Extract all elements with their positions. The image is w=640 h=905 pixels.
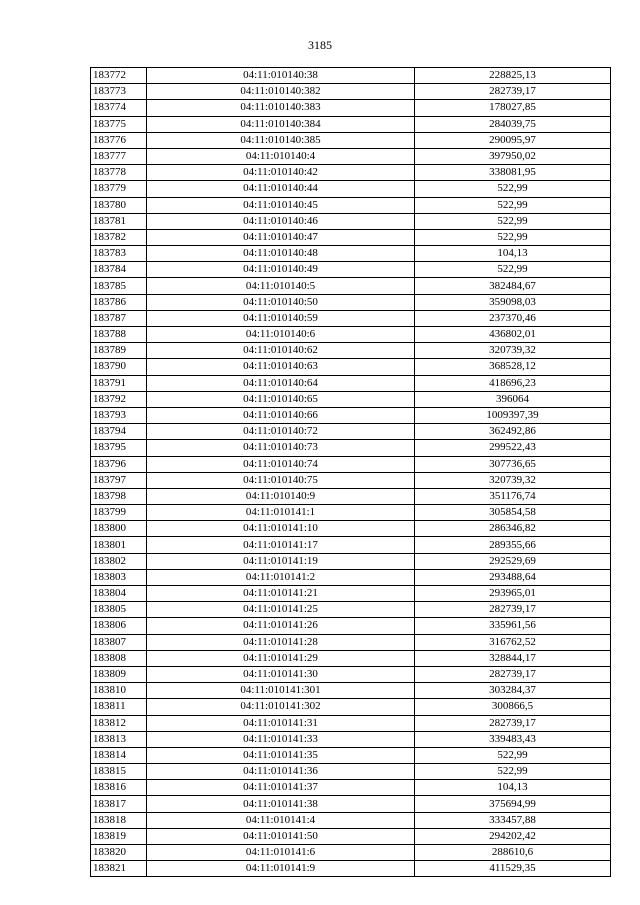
row-number-cell: 183778	[91, 165, 147, 181]
cadastral-number-cell: 04:11:010140:47	[147, 229, 415, 245]
table-row	[91, 618, 611, 634]
cadastral-number-cell: 04:11:010141:36	[147, 764, 415, 780]
cadastral-value-cell: 368528,12	[415, 359, 611, 375]
cadastral-value-cell: 522,99	[415, 213, 611, 229]
cadastral-value-cell: 282739,17	[415, 715, 611, 731]
cadastral-value-cell: 288610,6	[415, 845, 611, 861]
cadastral-number-cell: 04:11:010140:72	[147, 424, 415, 440]
table-row	[91, 391, 611, 407]
cadastral-value-cell: 282739,17	[415, 666, 611, 682]
cadastral-number-cell: 04:11:010141:26	[147, 618, 415, 634]
cadastral-number-cell: 04:11:010140:63	[147, 359, 415, 375]
table-row	[91, 634, 611, 650]
row-number-cell: 183776	[91, 132, 147, 148]
cadastral-value-cell: 335961,56	[415, 618, 611, 634]
table-row	[91, 327, 611, 343]
cadastral-number-cell: 04:11:010140:385	[147, 132, 415, 148]
cadastral-number-cell: 04:11:010140:49	[147, 262, 415, 278]
table-row	[91, 602, 611, 618]
cadastral-value-cell: 299522,43	[415, 440, 611, 456]
table-row	[91, 440, 611, 456]
cadastral-number-cell: 04:11:010140:74	[147, 456, 415, 472]
row-number-cell: 183800	[91, 521, 147, 537]
row-number-cell: 183804	[91, 586, 147, 602]
cadastral-number-cell: 04:11:010140:50	[147, 294, 415, 310]
cadastral-value-cell: 375694,99	[415, 796, 611, 812]
cadastral-number-cell: 04:11:010140:6	[147, 327, 415, 343]
row-number-cell: 183783	[91, 246, 147, 262]
row-number-cell: 183787	[91, 310, 147, 326]
table-row	[91, 181, 611, 197]
cadastral-number-cell: 04:11:010141:25	[147, 602, 415, 618]
cadastral-value-cell: 328844,17	[415, 650, 611, 666]
cadastral-value-cell: 286346,82	[415, 521, 611, 537]
cadastral-number-cell: 04:11:010141:9	[147, 861, 415, 877]
table-row	[91, 586, 611, 602]
row-number-cell: 183795	[91, 440, 147, 456]
table-row	[91, 715, 611, 731]
row-number-cell: 183813	[91, 731, 147, 747]
cadastral-value-cell: 237370,46	[415, 310, 611, 326]
cadastral-number-cell: 04:11:010140:44	[147, 181, 415, 197]
cadastral-value-cell: 307736,65	[415, 456, 611, 472]
row-number-cell: 183775	[91, 116, 147, 132]
table-row	[91, 407, 611, 423]
table-row	[91, 165, 611, 181]
table-row	[91, 456, 611, 472]
table-row	[91, 650, 611, 666]
cadastral-value-cell: 522,99	[415, 197, 611, 213]
row-number-cell: 183793	[91, 407, 147, 423]
cadastral-value-cell: 104,13	[415, 246, 611, 262]
table-row	[91, 310, 611, 326]
row-number-cell: 183814	[91, 747, 147, 763]
row-number-cell: 183797	[91, 472, 147, 488]
cadastral-value-cell: 411529,35	[415, 861, 611, 877]
table-body	[91, 68, 611, 877]
cadastral-value-cell: 282739,17	[415, 602, 611, 618]
table-row	[91, 488, 611, 504]
table-row	[91, 796, 611, 812]
cadastral-number-cell: 04:11:010141:35	[147, 747, 415, 763]
row-number-cell: 183821	[91, 861, 147, 877]
cadastral-value-cell: 282739,17	[415, 84, 611, 100]
table-row	[91, 861, 611, 877]
table-row	[91, 343, 611, 359]
row-number-cell: 183782	[91, 229, 147, 245]
row-number-cell: 183792	[91, 391, 147, 407]
page-number: 3185	[308, 38, 332, 52]
cadastral-value-cell: 303284,37	[415, 683, 611, 699]
row-number-cell: 183788	[91, 327, 147, 343]
cadastral-number-cell: 04:11:010140:42	[147, 165, 415, 181]
table-row	[91, 812, 611, 828]
row-number-cell: 183786	[91, 294, 147, 310]
cadastral-value-cell: 289355,66	[415, 537, 611, 553]
table-row	[91, 699, 611, 715]
cadastral-value-cell: 338081,95	[415, 165, 611, 181]
table-row	[91, 84, 611, 100]
cadastral-number-cell: 04:11:010141:29	[147, 650, 415, 666]
cadastral-number-cell: 04:11:010140:382	[147, 84, 415, 100]
table-row	[91, 116, 611, 132]
row-number-cell: 183798	[91, 488, 147, 504]
cadastral-number-cell: 04:11:010140:9	[147, 488, 415, 504]
row-number-cell: 183801	[91, 537, 147, 553]
cadastral-number-cell: 04:11:010140:4	[147, 148, 415, 164]
cadastral-number-cell: 04:11:010141:302	[147, 699, 415, 715]
row-number-cell: 183820	[91, 845, 147, 861]
cadastral-value-cell: 359098,03	[415, 294, 611, 310]
cadastral-number-cell: 04:11:010141:1	[147, 505, 415, 521]
table-row	[91, 472, 611, 488]
cadastral-value-table	[90, 67, 611, 877]
row-number-cell: 183774	[91, 100, 147, 116]
cadastral-number-cell: 04:11:010141:38	[147, 796, 415, 812]
cadastral-number-cell: 04:11:010141:33	[147, 731, 415, 747]
cadastral-value-cell: 178027,85	[415, 100, 611, 116]
table-row	[91, 537, 611, 553]
row-number-cell: 183818	[91, 812, 147, 828]
row-number-cell: 183779	[91, 181, 147, 197]
table-row	[91, 68, 611, 84]
cadastral-value-cell: 351176,74	[415, 488, 611, 504]
cadastral-number-cell: 04:11:010140:66	[147, 407, 415, 423]
table-row	[91, 521, 611, 537]
cadastral-number-cell: 04:11:010140:48	[147, 246, 415, 262]
row-number-cell: 183803	[91, 569, 147, 585]
table-row	[91, 246, 611, 262]
row-number-cell: 183815	[91, 764, 147, 780]
cadastral-number-cell: 04:11:010140:65	[147, 391, 415, 407]
row-number-cell: 183810	[91, 683, 147, 699]
row-number-cell: 183807	[91, 634, 147, 650]
cadastral-number-cell: 04:11:010141:301	[147, 683, 415, 699]
row-number-cell: 183802	[91, 553, 147, 569]
cadastral-value-cell: 522,99	[415, 764, 611, 780]
cadastral-value-cell: 300866,5	[415, 699, 611, 715]
table-row	[91, 569, 611, 585]
cadastral-number-cell: 04:11:010141:37	[147, 780, 415, 796]
cadastral-number-cell: 04:11:010141:17	[147, 537, 415, 553]
table-row	[91, 683, 611, 699]
cadastral-value-cell: 522,99	[415, 229, 611, 245]
row-number-cell: 183808	[91, 650, 147, 666]
row-number-cell: 183781	[91, 213, 147, 229]
table-row	[91, 359, 611, 375]
cadastral-value-cell: 320739,32	[415, 343, 611, 359]
row-number-cell: 183819	[91, 828, 147, 844]
row-number-cell: 183794	[91, 424, 147, 440]
table-row	[91, 213, 611, 229]
cadastral-value-cell: 228825,13	[415, 68, 611, 84]
row-number-cell: 183790	[91, 359, 147, 375]
table-row	[91, 148, 611, 164]
cadastral-number-cell: 04:11:010141:30	[147, 666, 415, 682]
cadastral-number-cell: 04:11:010140:59	[147, 310, 415, 326]
cadastral-number-cell: 04:11:010141:50	[147, 828, 415, 844]
cadastral-value-cell: 339483,43	[415, 731, 611, 747]
row-number-cell: 183812	[91, 715, 147, 731]
table-row	[91, 197, 611, 213]
cadastral-number-cell: 04:11:010140:38	[147, 68, 415, 84]
table-row	[91, 764, 611, 780]
cadastral-value-cell: 397950,02	[415, 148, 611, 164]
cadastral-value-cell: 294202,42	[415, 828, 611, 844]
table-row	[91, 845, 611, 861]
table-row	[91, 505, 611, 521]
cadastral-value-cell: 333457,88	[415, 812, 611, 828]
table-row	[91, 553, 611, 569]
row-number-cell: 183805	[91, 602, 147, 618]
cadastral-value-cell: 293965,01	[415, 586, 611, 602]
table-row	[91, 666, 611, 682]
cadastral-number-cell: 04:11:010140:62	[147, 343, 415, 359]
cadastral-number-cell: 04:11:010141:6	[147, 845, 415, 861]
row-number-cell: 183785	[91, 278, 147, 294]
cadastral-number-cell: 04:11:010140:75	[147, 472, 415, 488]
cadastral-value-cell: 396064	[415, 391, 611, 407]
cadastral-number-cell: 04:11:010140:5	[147, 278, 415, 294]
cadastral-number-cell: 04:11:010140:45	[147, 197, 415, 213]
table-row	[91, 262, 611, 278]
cadastral-value-cell: 292529,69	[415, 553, 611, 569]
cadastral-number-cell: 04:11:010141:4	[147, 812, 415, 828]
row-number-cell: 183817	[91, 796, 147, 812]
row-number-cell: 183796	[91, 456, 147, 472]
cadastral-value-cell: 316762,52	[415, 634, 611, 650]
row-number-cell: 183780	[91, 197, 147, 213]
table-row	[91, 229, 611, 245]
row-number-cell: 183784	[91, 262, 147, 278]
row-number-cell: 183809	[91, 666, 147, 682]
cadastral-value-cell: 1009397,39	[415, 407, 611, 423]
cadastral-number-cell: 04:11:010141:31	[147, 715, 415, 731]
cadastral-number-cell: 04:11:010141:28	[147, 634, 415, 650]
cadastral-number-cell: 04:11:010140:64	[147, 375, 415, 391]
row-number-cell: 183777	[91, 148, 147, 164]
table-row	[91, 132, 611, 148]
row-number-cell: 183773	[91, 84, 147, 100]
table-row	[91, 278, 611, 294]
table-row	[91, 100, 611, 116]
cadastral-value-cell: 382484,67	[415, 278, 611, 294]
row-number-cell: 183811	[91, 699, 147, 715]
cadastral-number-cell: 04:11:010140:384	[147, 116, 415, 132]
cadastral-number-cell: 04:11:010141:2	[147, 569, 415, 585]
cadastral-value-cell: 522,99	[415, 181, 611, 197]
cadastral-value-cell: 522,99	[415, 262, 611, 278]
cadastral-value-cell: 362492,86	[415, 424, 611, 440]
cadastral-value-cell: 522,99	[415, 747, 611, 763]
cadastral-value-cell: 104,13	[415, 780, 611, 796]
cadastral-value-cell: 293488,64	[415, 569, 611, 585]
table-row	[91, 780, 611, 796]
cadastral-number-cell: 04:11:010140:73	[147, 440, 415, 456]
cadastral-value-cell: 290095,97	[415, 132, 611, 148]
cadastral-number-cell: 04:11:010141:19	[147, 553, 415, 569]
row-number-cell: 183816	[91, 780, 147, 796]
cadastral-number-cell: 04:11:010140:383	[147, 100, 415, 116]
cadastral-number-cell: 04:11:010141:10	[147, 521, 415, 537]
row-number-cell: 183772	[91, 68, 147, 84]
table-row	[91, 294, 611, 310]
cadastral-number-cell: 04:11:010140:46	[147, 213, 415, 229]
row-number-cell: 183789	[91, 343, 147, 359]
table-row	[91, 731, 611, 747]
cadastral-value-cell: 418696,23	[415, 375, 611, 391]
table-row	[91, 375, 611, 391]
table-row	[91, 828, 611, 844]
cadastral-value-cell: 320739,32	[415, 472, 611, 488]
cadastral-number-cell: 04:11:010141:21	[147, 586, 415, 602]
row-number-cell: 183799	[91, 505, 147, 521]
cadastral-value-cell: 305854,58	[415, 505, 611, 521]
row-number-cell: 183791	[91, 375, 147, 391]
row-number-cell: 183806	[91, 618, 147, 634]
cadastral-value-cell: 436802,01	[415, 327, 611, 343]
table-row	[91, 424, 611, 440]
table-row	[91, 747, 611, 763]
cadastral-value-cell: 284039,75	[415, 116, 611, 132]
